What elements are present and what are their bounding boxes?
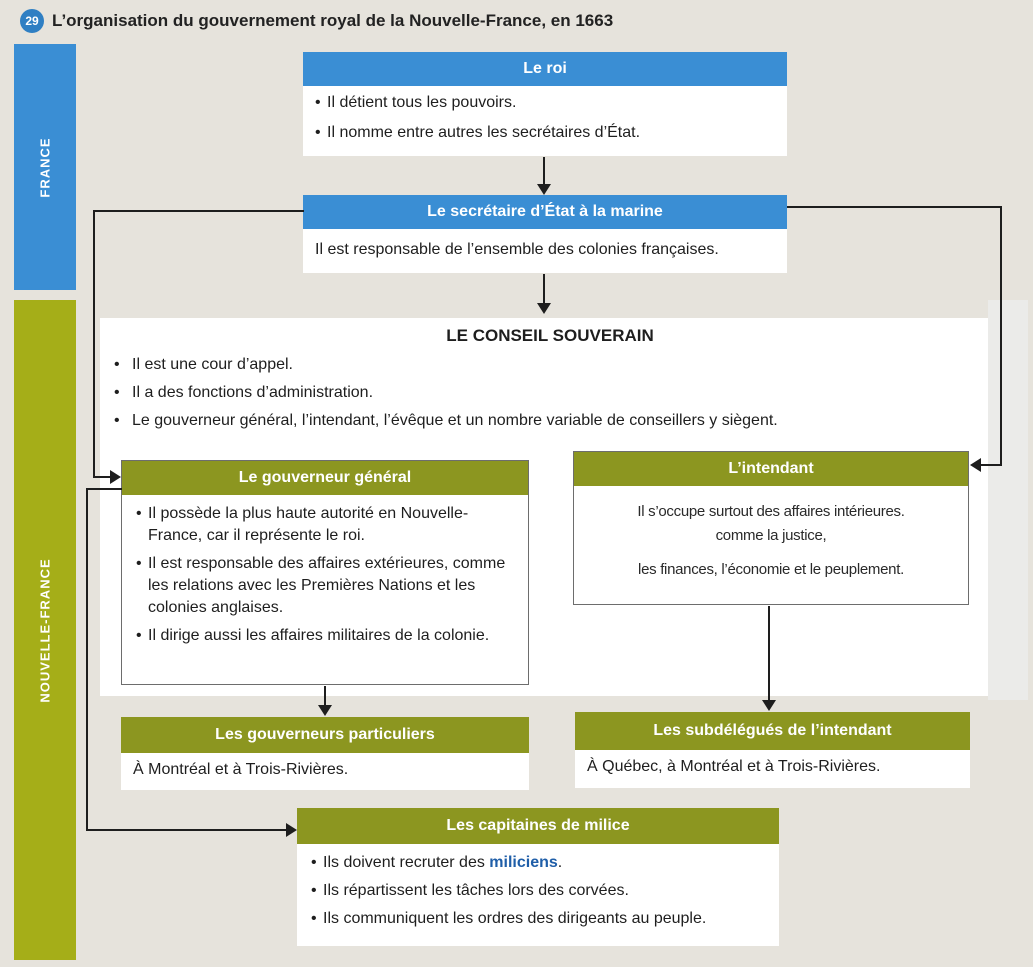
roi-list bbox=[315, 92, 775, 144]
capitaines-item: • Ils répartissent les tâches lors des corvées. bbox=[311, 880, 767, 902]
connector-line bbox=[93, 210, 304, 212]
intendant-header: L’intendant bbox=[574, 452, 968, 486]
secretaire-text: Il est responsable de l’ensemble des colonies françaises. bbox=[315, 241, 719, 258]
gouverneur-item: • Il est responsable des affaires extérieures, comme les relations avec les Premières Nations et les colonies anglaises. bbox=[136, 553, 516, 619]
connector-line bbox=[768, 606, 770, 701]
right-panel bbox=[988, 300, 1028, 700]
intendant-line: les finances, l’économie et le peuplement. bbox=[638, 561, 904, 578]
connector-line bbox=[1000, 206, 1002, 466]
france-band-label: FRANCE bbox=[37, 136, 53, 198]
connector-line bbox=[543, 157, 545, 185]
secretaire-box bbox=[303, 195, 787, 273]
arrow-right-icon bbox=[286, 823, 297, 837]
capitaines-item bbox=[311, 852, 767, 874]
connector-line bbox=[543, 274, 545, 304]
capitaines-item-text: Ils doivent recruter des bbox=[323, 854, 490, 871]
france-band bbox=[14, 44, 76, 290]
arrow-down-icon bbox=[537, 303, 551, 314]
arrow-down-icon bbox=[762, 700, 776, 711]
roi-item: • Il nomme entre autres les secrétaires d’État. bbox=[315, 122, 775, 144]
gouverneurs-particuliers-header: Les gouverneurs particuliers bbox=[121, 717, 529, 753]
intendant-line: comme la justice, bbox=[715, 527, 827, 544]
gouverneurs-particuliers-text: À Montréal et à Trois-Rivières. bbox=[133, 761, 349, 778]
conseil-item: • Il a des fonctions d’administration. bbox=[110, 382, 980, 404]
arrow-down-icon bbox=[537, 184, 551, 195]
roi-box bbox=[303, 52, 787, 156]
secretaire-header: Le secrétaire d’État à la marine bbox=[303, 195, 787, 229]
figure-number-badge: 29 bbox=[20, 9, 44, 33]
conseil-list bbox=[110, 354, 980, 432]
connector-line bbox=[324, 686, 326, 706]
connector-line bbox=[93, 210, 95, 478]
conseil-title: LE CONSEIL SOUVERAIN bbox=[446, 326, 654, 345]
connector-line bbox=[86, 488, 122, 490]
nouvelle-france-band-label: NOUVELLE-FRANCE bbox=[37, 557, 53, 703]
conseil-item: • Le gouverneur général, l’intendant, l’évêque et un nombre variable de conseillers y siègent. bbox=[110, 410, 980, 432]
roi-header: Le roi bbox=[303, 52, 787, 86]
nouvelle-france-band bbox=[14, 300, 76, 960]
gouverneur-item: • Il possède la plus haute autorité en Nouvelle-France, car il représente le roi. bbox=[136, 503, 516, 547]
arrow-down-icon bbox=[318, 705, 332, 716]
connector-line bbox=[86, 488, 88, 830]
capitaines-box bbox=[297, 808, 779, 946]
roi-body bbox=[303, 86, 787, 158]
capitaines-header: Les capitaines de milice bbox=[297, 808, 779, 844]
connector-line bbox=[787, 206, 1002, 208]
figure-title-text: L’organisation du gouvernement royal de la Nouvelle-France, en 1663 bbox=[52, 11, 614, 30]
capitaines-body bbox=[297, 844, 779, 930]
gouverneur-box bbox=[121, 460, 529, 685]
intendant-line: Il s’occupe surtout des affaires intérieures. bbox=[637, 503, 905, 520]
subdelegues-box bbox=[575, 712, 970, 788]
roi-item: • Il détient tous les pouvoirs. bbox=[315, 92, 775, 114]
capitaines-item-period: . bbox=[557, 854, 563, 871]
figure-title bbox=[20, 8, 613, 34]
conseil-box bbox=[110, 326, 980, 446]
arrow-left-icon bbox=[970, 458, 981, 472]
gouverneurs-particuliers-box bbox=[121, 717, 529, 790]
connector-line bbox=[93, 476, 111, 478]
capitaines-list bbox=[311, 852, 767, 930]
arrow-right-icon bbox=[110, 470, 121, 484]
capitaines-item: • Ils communiquent les ordres des dirigeants au peuple. bbox=[311, 908, 767, 930]
subdelegues-header: Les subdélégués de l’intendant bbox=[575, 712, 970, 750]
gouverneur-list bbox=[136, 503, 516, 647]
gouverneur-header: Le gouverneur général bbox=[122, 461, 528, 495]
intendant-body bbox=[574, 486, 968, 582]
gouverneur-item: • Il dirige aussi les affaires militaires de la colonie. bbox=[136, 625, 516, 647]
miliciens-link[interactable]: miliciens bbox=[489, 854, 558, 871]
connector-line bbox=[86, 829, 286, 831]
subdelegues-text: À Québec, à Montréal et à Trois-Rivières. bbox=[587, 758, 881, 775]
intendant-box bbox=[573, 451, 969, 605]
connector-line bbox=[980, 464, 1002, 466]
gouverneur-body bbox=[122, 495, 528, 657]
conseil-item: • Il est une cour d’appel. bbox=[110, 354, 980, 376]
